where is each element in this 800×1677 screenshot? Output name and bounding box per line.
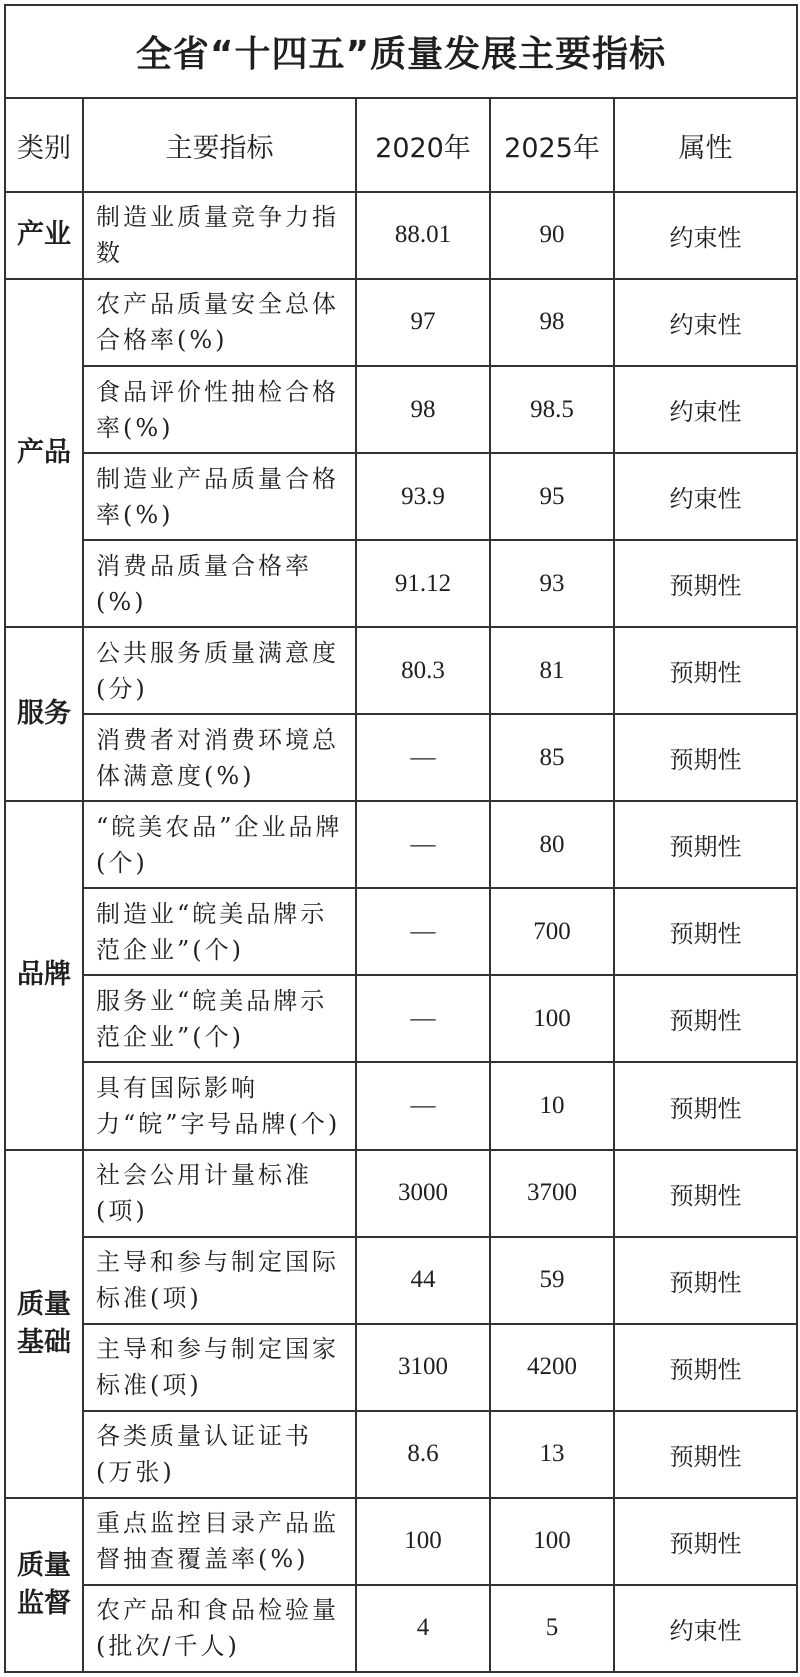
indicator-cell: 消费者对消费环境总体满意度(%)	[83, 714, 356, 801]
header-2020: 2020年	[356, 98, 490, 191]
category-label: 质量监督	[17, 1549, 71, 1619]
table-row	[5, 1150, 797, 1237]
value-2025-cell: 90	[490, 192, 614, 279]
attribute-cell: 约束性	[614, 453, 797, 540]
value-2020-cell: 44	[356, 1237, 490, 1324]
header-indicator: 主要指标	[83, 98, 356, 191]
indicator-cell: 主导和参与制定国际标准(项)	[83, 1237, 356, 1324]
value-2020-cell: 91.12	[356, 540, 490, 627]
table-row	[5, 975, 797, 1062]
attribute-cell: 预期性	[614, 975, 797, 1062]
indicator-cell: 重点监控目录产品监督抽查覆盖率(%)	[83, 1498, 356, 1585]
table-row	[5, 1062, 797, 1149]
indicator-cell: 食品评价性抽检合格率(%)	[83, 366, 356, 453]
value-2020-cell: —	[356, 1062, 490, 1149]
indicator-cell: 社会公用计量标准(项)	[83, 1150, 356, 1237]
value-2025-cell: 98	[490, 279, 614, 366]
value-2020-cell: —	[356, 975, 490, 1062]
value-2020-cell: 88.01	[356, 192, 490, 279]
header-2025: 2025年	[490, 98, 614, 191]
table-row	[5, 540, 797, 627]
attribute-cell: 预期性	[614, 627, 797, 714]
value-2020-cell: 100	[356, 1498, 490, 1585]
value-2025-cell: 700	[490, 888, 614, 975]
value-2020-cell: 97	[356, 279, 490, 366]
attribute-cell: 约束性	[614, 192, 797, 279]
value-2025-cell: 3700	[490, 1150, 614, 1237]
value-2025-cell: 98.5	[490, 366, 614, 453]
value-2020-cell: 93.9	[356, 453, 490, 540]
table-row	[5, 192, 797, 279]
category-label: 品牌	[17, 959, 71, 991]
value-2020-cell: 3100	[356, 1324, 490, 1411]
indicator-cell: 主导和参与制定国家标准(项)	[83, 1324, 356, 1411]
header-category: 类别	[5, 98, 83, 191]
value-2025-cell: 100	[490, 1498, 614, 1585]
indicator-cell: 各类质量认证证书(万张)	[83, 1411, 356, 1498]
value-2025-cell: 81	[490, 627, 614, 714]
table-row	[5, 279, 797, 366]
table-row	[5, 801, 797, 888]
title-row	[5, 5, 797, 98]
category-brand	[5, 801, 83, 1149]
header-row	[5, 98, 797, 191]
indicator-cell: 农产品和食品检验量(批次/千人)	[83, 1585, 356, 1672]
table-row	[5, 888, 797, 975]
attribute-cell: 预期性	[614, 1150, 797, 1237]
category-quality-supervision	[5, 1498, 83, 1672]
table-row	[5, 1585, 797, 1672]
attribute-cell: 预期性	[614, 1324, 797, 1411]
indicator-cell: 农产品质量安全总体合格率(%)	[83, 279, 356, 366]
value-2020-cell: —	[356, 801, 490, 888]
value-2025-cell: 4200	[490, 1324, 614, 1411]
table-title: 全省“十四五”质量发展主要指标	[5, 5, 797, 98]
table-row	[5, 1498, 797, 1585]
indicator-cell: 服务业“皖美品牌示范企业”(个)	[83, 975, 356, 1062]
category-label: 产品	[17, 437, 71, 469]
value-2025-cell: 95	[490, 453, 614, 540]
value-2025-cell: 10	[490, 1062, 614, 1149]
category-product	[5, 279, 83, 627]
attribute-cell: 约束性	[614, 279, 797, 366]
value-2025-cell: 93	[490, 540, 614, 627]
table-row	[5, 1237, 797, 1324]
attribute-cell: 预期性	[614, 888, 797, 975]
attribute-cell: 预期性	[614, 714, 797, 801]
value-2025-cell: 5	[490, 1585, 614, 1672]
value-2020-cell: —	[356, 714, 490, 801]
attribute-cell: 预期性	[614, 1237, 797, 1324]
attribute-cell: 预期性	[614, 1062, 797, 1149]
indicator-cell: 制造业产品质量合格率(%)	[83, 453, 356, 540]
value-2020-cell: 8.6	[356, 1411, 490, 1498]
value-2025-cell: 13	[490, 1411, 614, 1498]
category-quality-base	[5, 1150, 83, 1498]
value-2020-cell: 98	[356, 366, 490, 453]
table-row	[5, 1324, 797, 1411]
attribute-cell: 约束性	[614, 1585, 797, 1672]
value-2020-cell: —	[356, 888, 490, 975]
table-row	[5, 366, 797, 453]
table-row	[5, 453, 797, 540]
value-2020-cell: 3000	[356, 1150, 490, 1237]
indicator-cell: 制造业质量竞争力指数	[83, 192, 356, 279]
indicator-cell: 具有国际影响力“皖”字号品牌(个)	[83, 1062, 356, 1149]
category-industry	[5, 192, 83, 279]
attribute-cell: 约束性	[614, 366, 797, 453]
attribute-cell: 预期性	[614, 1498, 797, 1585]
header-attribute: 属性	[614, 98, 797, 191]
indicator-cell: 公共服务质量满意度(分)	[83, 627, 356, 714]
category-label: 产业	[17, 219, 71, 251]
category-label: 质量基础	[17, 1288, 71, 1358]
indicator-table	[4, 4, 798, 1673]
category-label: 服务	[17, 698, 71, 730]
value-2020-cell: 80.3	[356, 627, 490, 714]
indicator-cell: 制造业“皖美品牌示范企业”(个)	[83, 888, 356, 975]
attribute-cell: 预期性	[614, 540, 797, 627]
attribute-cell: 预期性	[614, 801, 797, 888]
value-2025-cell: 85	[490, 714, 614, 801]
value-2020-cell: 4	[356, 1585, 490, 1672]
table-row	[5, 627, 797, 714]
value-2025-cell: 59	[490, 1237, 614, 1324]
table-row	[5, 1411, 797, 1498]
attribute-cell: 预期性	[614, 1411, 797, 1498]
value-2025-cell: 80	[490, 801, 614, 888]
category-service	[5, 627, 83, 801]
table-row	[5, 714, 797, 801]
indicator-cell: “皖美农品”企业品牌(个)	[83, 801, 356, 888]
value-2025-cell: 100	[490, 975, 614, 1062]
indicator-cell: 消费品质量合格率(%)	[83, 540, 356, 627]
